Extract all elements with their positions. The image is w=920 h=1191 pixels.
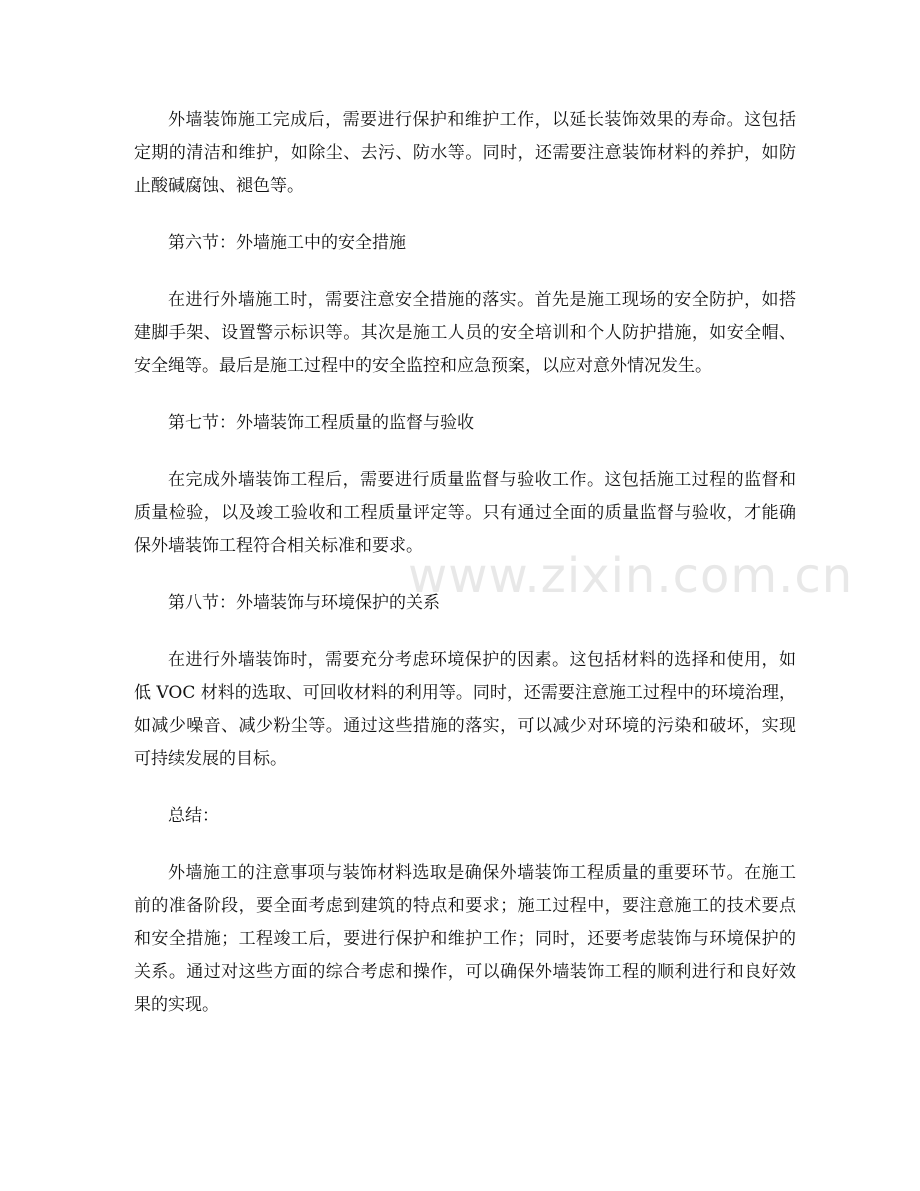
paragraph-safety: 在进行外墙施工时，需要注意安全措施的落实。首先是施工现场的安全防护，如搭建脚手架、设置警示标识等。其次是施工人员的安全培训和个人防护措施，如安全帽、安全绳等。最后是施工过程中的安全监控和应急预案，以应对意外情况发生。 xyxy=(134,290,796,376)
watermark: www.zixin.com.cn xyxy=(408,548,854,604)
paragraph-quality: 在完成外墙装饰工程后，需要进行质量监督与验收工作。这包括施工过程的监督和质量检验，以及竣工验收和工程质量评定等。只有通过全面的质量监督与验收，才能确保外墙装饰工程符合相关标准和要求。 xyxy=(134,470,796,556)
paragraph-summary: 外墙施工的注意事项与装饰材料选取是确保外墙装饰工程质量的重要环节。在施工前的准备阶段，要全面考虑到建筑的特点和要求；施工过程中，要注意施工的技术要点和安全措施；工程竣工后，要进行保护和维护工作；同时，还要考虑装饰与环境保护的关系。通过对这些方面的综合考虑和操作，可以确保外墙装饰工程的顺利进行和良好效果的实现。 xyxy=(134,863,796,1015)
paragraph-maintenance: 外墙装饰施工完成后，需要进行保护和维护工作，以延长装饰效果的寿命。这包括定期的清洁和维护，如除尘、去污、防水等。同时，还需要注意装饰材料的养护，如防止酸碱腐蚀、褪色等。 xyxy=(134,110,796,196)
section-heading-6: 第六节：外墙施工中的安全措施 xyxy=(168,233,406,253)
paragraph-environment: 在进行外墙装饰时，需要充分考虑环境保护的因素。这包括材料的选择和使用，如低 VOC 材料的选取、可回收材料的利用等。同时，还需要注意施工过程中的环境治理，如减少噪音、减少粉尘等。通过这些措施的落实，可以减少对环境的污染和破坏，实现可持续发展的目标。 xyxy=(134,650,796,769)
summary-heading: 总结： xyxy=(168,806,219,826)
section-heading-7: 第七节：外墙装饰工程质量的监督与验收 xyxy=(168,413,474,433)
section-heading-8: 第八节：外墙装饰与环境保护的关系 xyxy=(168,593,440,613)
